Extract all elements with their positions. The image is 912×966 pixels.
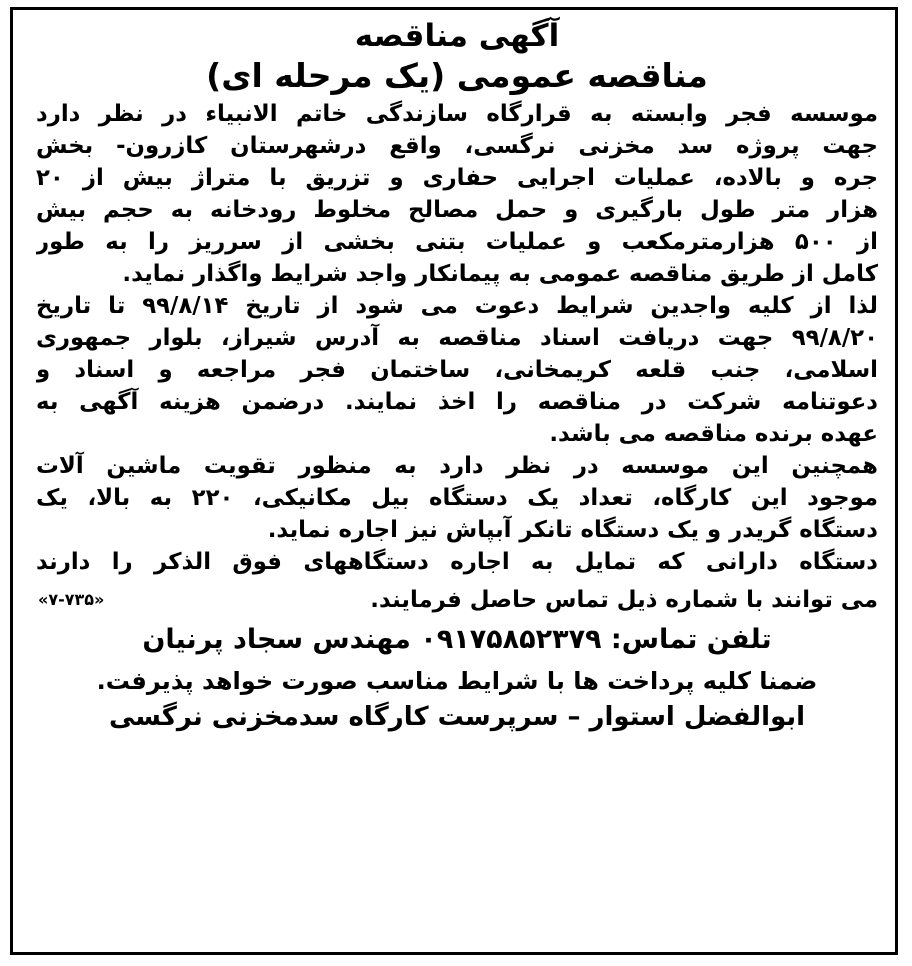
body-line: موجود این کارگاه، تعداد یک دستگاه بیل مکانیکی، ۲۲۰ به بالا، یک bbox=[36, 485, 878, 512]
notice-body bbox=[36, 98, 878, 578]
body-line: هزار متر طول بارگیری و حمل مصالح مخلوط رودخانه به حجم بیش bbox=[36, 197, 878, 224]
notice-title: آگهی مناقصه bbox=[354, 18, 560, 54]
body-line: دستگاه دارانی که تمایل به اجاره دستگاههای فوق الذکر را دارند bbox=[36, 549, 878, 576]
signature: ابوالفضل استوار – سرپرست کارگاه سدمخزنی نرگسی bbox=[108, 702, 806, 733]
body-line: ۹۹/۸/۲۰ جهت دریافت اسناد مناقصه به آدرس شیراز، بلوار جمهوری bbox=[36, 325, 878, 352]
body-line: دستگاه گریدر و یک دستگاه تانکر آبپاش نیز اجاره نماید. bbox=[267, 517, 878, 544]
body-line: دعوتنامه شرکت در مناقصه را اخذ نمایند. درضمن هزینه آگهی به bbox=[36, 389, 878, 416]
body-line: اسلامی، جنب قلعه کریمخانی، ساختمان فجر مراجعه و اسناد و bbox=[36, 357, 878, 384]
contact-phone: تلفن تماس: ۰۹۱۷۵۸۵۲۳۷۹ مهندس سجاد پرنیان bbox=[142, 624, 772, 656]
body-line: لذا از کلیه واجدین شرایط دعوت می شود از تاریخ ۹۹/۸/۱۴ تا تاریخ bbox=[36, 293, 878, 320]
body-line: جهت پروژه سد مخزنی نرگسی، واقع درشهرستان کازرون- بخش bbox=[36, 133, 878, 160]
body-line: جره و بالاده، عملیات اجرایی حفاری و تزریق با متراژ بیش از ۲۰ bbox=[36, 165, 878, 192]
body-line: همچنین این موسسه در نظر دارد به منظور تقویت ماشین آلات bbox=[36, 453, 878, 480]
body-line: کامل از طریق مناقصه عمومی به پیمانکار واجد شرایط واگذار نماید. bbox=[122, 261, 878, 288]
closing-row bbox=[36, 584, 878, 616]
payment-note: ضمنا کلیه پرداخت ها با شرایط مناسب صورت خواهد پذیرفت. bbox=[96, 667, 818, 696]
body-line: موسسه فجر وابسته به قرارگاه سازندگی خاتم الانبیاء در نظر دارد bbox=[36, 101, 878, 128]
ad-code: «۷-۷۳۵» bbox=[38, 590, 105, 610]
body-line: عهده برنده مناقصه می باشد. bbox=[549, 421, 878, 448]
notice-subtitle: مناقصه عمومی (یک مرحله ای) bbox=[206, 55, 708, 95]
body-line: از ۵۰۰ هزارمترمکعب و عملیات بتنی بخشی از سرریز را به طور bbox=[36, 229, 878, 256]
closing-line: می توانند با شماره ذیل تماس حاصل فرمایند. bbox=[370, 587, 878, 614]
notice-content bbox=[36, 18, 878, 734]
